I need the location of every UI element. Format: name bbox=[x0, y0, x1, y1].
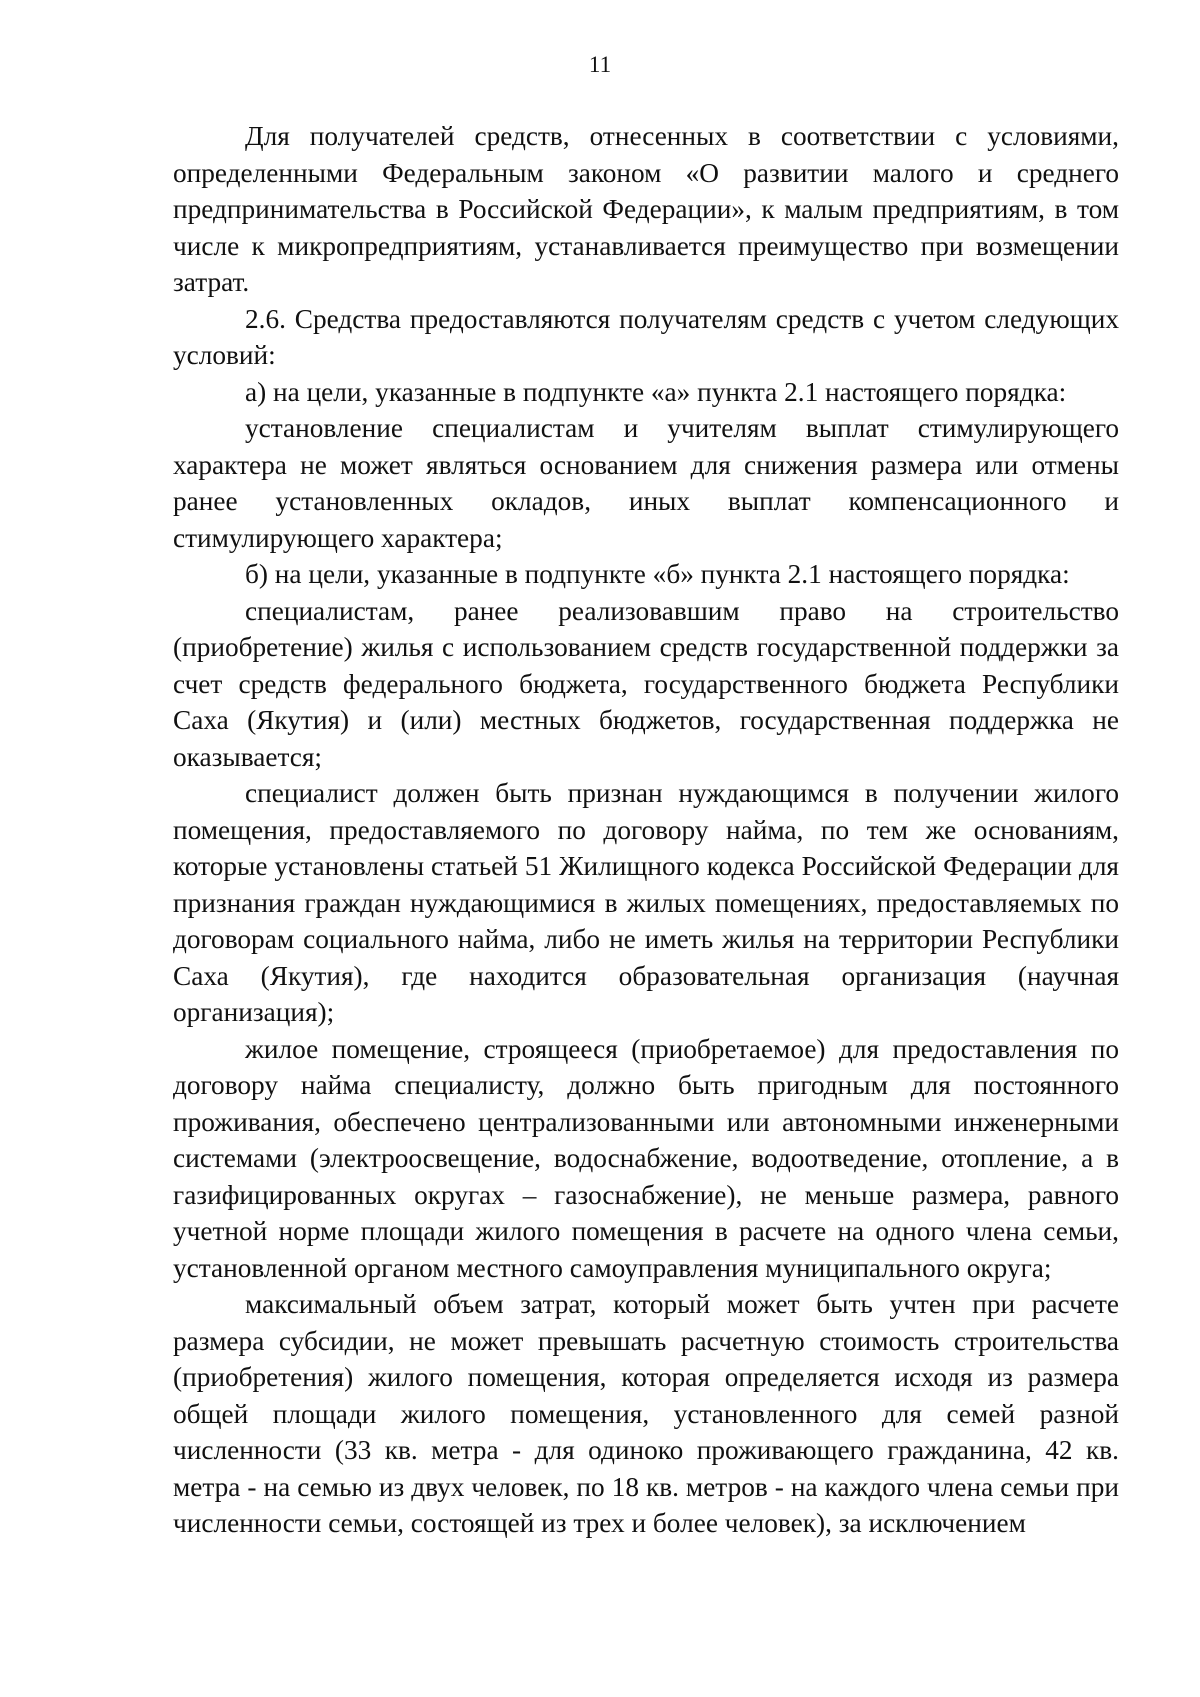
paragraph-prior-support: специалистам, ранее реализовавшим право на строительство (приобретение) жилья с использованием средств государственной поддержки за счет средств федерального бюджета, государственного бюджета Республики Саха (Якутия) и (или) местных бюджетов, государственная поддержка не оказывается; bbox=[173, 595, 1119, 772]
paragraph-max-cost: максимальный объем затрат, который может быть учтен при расчете размера субсидии, не может превышать расчетную стоимость строительства (приобретения) жилого помещения, которая определяется исходя из размера общей площади жилого помещения, установленного для семей разной численности (33 кв. метра - для одиноко проживающего гражданина, 42 кв. метра - на семью из двух человек, по 18 кв. метров - на каждого члена семьи при численности семьи, состоящей из трех и более человек), за исключением bbox=[173, 1289, 1119, 1538]
paragraph-housing-need: специалист должен быть признан нуждающимся в получении жилого помещения, предоставляемого по договору найма, по тем же основаниям, которые установлены статьей 51 Жилищного кодекса Российской Федерации для признания граждан нуждающимися в жилых помещениях, предоставляемых по договорам социального найма, либо не иметь жилья на территории Республики Саха (Якутия), где находится образовательная организация (научная организация); bbox=[173, 778, 1119, 1027]
paragraph-small-business-preference: Для получателей средств, отнесенных в соответствии с условиями, определенными Федеральным законом «О развитии малого и среднего предпринимательства в Российской Федерации», к малым предприятиям, в том числе к микропредприятиям, устанавливается преимущество при возмещении затрат. bbox=[173, 121, 1119, 297]
paragraph-housing-requirements: жилое помещение, строящееся (приобретаемое) для предоставления по договору найма специалисту, должно быть пригодным для постоянного проживания, обеспечено централизованными или автономными инженерными системами (электроосвещение, водоснабжение, водоотведение, отопление, а в газифицированных округах – газоснабжение), не меньше размера, равного учетной норме площади жилого помещения в расчете на одного члена семьи, установленной органом местного самоуправления муниципального округа; bbox=[173, 1033, 1119, 1283]
paragraph-section-2-6: 2.6. Средства предоставляются получателям средств с учетом следующих условий: bbox=[173, 303, 1119, 370]
paragraph-incentive-payments: установление специалистам и учителям выплат стимулирующего характера не может являться основанием для снижения размера или отмены ранее установленных окладов, иных выплат компенсационного и стимулирующего характера; bbox=[173, 413, 1119, 553]
document-body bbox=[173, 118, 1119, 1542]
paragraph-condition-b: б) на цели, указанные в подпункте «б» пункта 2.1 настоящего порядка: bbox=[245, 559, 1070, 589]
paragraph-condition-a: а) на цели, указанные в подпункте «а» пункта 2.1 настоящего порядка: bbox=[245, 376, 1067, 407]
page-number: 11 bbox=[588, 52, 612, 77]
